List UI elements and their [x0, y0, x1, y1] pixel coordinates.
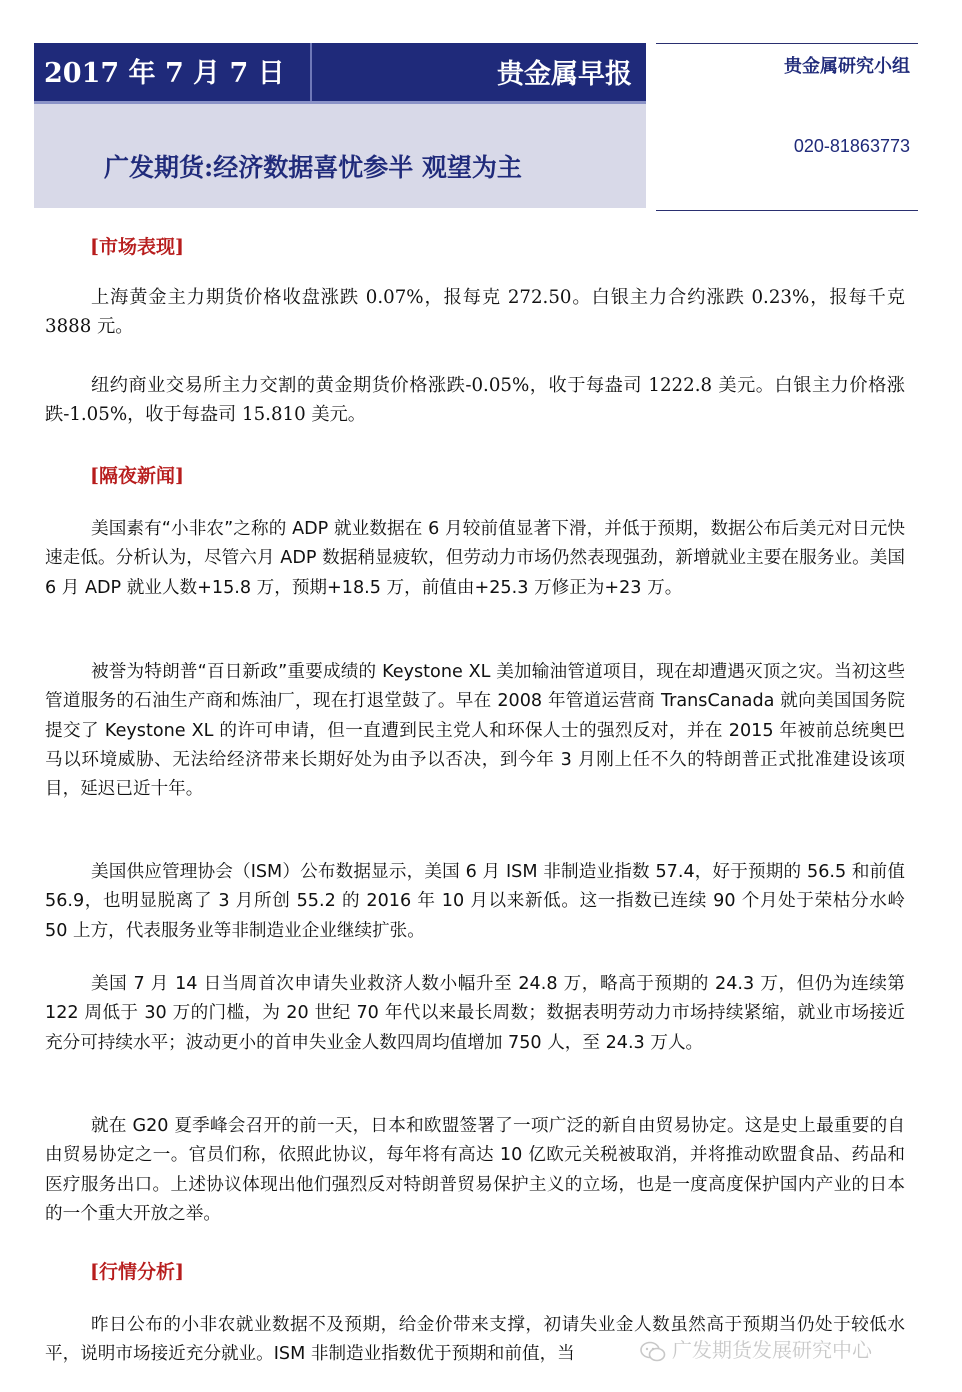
- report-date: 2017 年 7 月 7 日: [44, 58, 285, 89]
- watermark-text: 广发期货发展研究中心: [672, 1338, 872, 1362]
- paragraph-news-3: 美国供应管理协会（ISM）公布数据显示，美国 6 月 ISM 非制造业指数 57.4，好于预期的 56.5 和前值 56.9，也明显脱离了 3 月所创 55.2 的 2016 年 10 月以来新低。这一指数已连续 90 个月处于荣枯分水岭 50 上方，代表服务业等非制造业企业继续扩张。: [45, 862, 905, 941]
- wechat-icon: [640, 1341, 666, 1363]
- header-divider: [310, 43, 312, 101]
- section-heading-market: [市场表现]: [90, 236, 184, 258]
- report-title-band: [34, 104, 646, 208]
- paragraph-news-4: 美国 7 月 14 日当周首次申请失业救济人数小幅升至 24.8 万，略高于预期的 24.3 万，但仍为连续第 122 周低于 30 万的门槛，为 20 世纪 70 年代以来最长周数；数据表明劳动力市场持续紧缩，就业市场接近充分可持续水平；波动更小的首申失业金人数四周均值增加 750 人，至 24.3 万人。: [45, 974, 905, 1053]
- paragraph-market-2: 纽约商业交易所主力交割的黄金期货价格涨跌-0.05%，收于每盎司 1222.8 美元。白银主力价格涨跌-1.05%，收于每盎司 15.810 美元。: [45, 375, 905, 426]
- report-header-bar: [34, 43, 646, 104]
- report-name: 贵金属早报: [497, 59, 632, 90]
- section-heading-analysis: [行情分析]: [90, 1261, 184, 1283]
- paragraph-news-2: 被誉为特朗普“百日新政”重要成绩的 Keystone XL 美加输油管道项目，现在却遭遇灭顶之灾。当初这些管道服务的石油生产商和炼油厂，现在打退堂鼓了。早在 2008 年管道运营商 TransCanada 就向美国国务院提交了 Keystone XL 的许可申请，但一直遭到民主党人和环保人士的强烈反对，并在 2015 年被前总统奥巴马以环境威胁、无法给经济带来长期好处为由予以否决，到今年 3 月刚上任不久的特朗普正式批准建设该项目，延迟已近十年。: [45, 662, 905, 800]
- section-heading-news: [隔夜新闻]: [90, 465, 184, 487]
- team-name: 贵金属研究小组: [784, 56, 910, 77]
- paragraph-news-5: 就在 G20 夏季峰会召开的前一天，日本和欧盟签署了一项广泛的新自由贸易协定。这是史上最重要的自由贸易协定之一。官员们称，依照此协议，每年将有高达 10 亿欧元关税被取消，并将推动欧盟食品、药品和医疗服务出口。上述协议体现出他们强烈反对特朗普贸易保护主义的立场，也是一度高度保护国内产业的日本的一个重大开放之举。: [45, 1116, 905, 1224]
- team-info-box: [656, 43, 918, 211]
- report-title: 广发期货:经济数据喜忧参半 观望为主: [104, 153, 522, 182]
- paragraph-news-1: 美国素有“小非农”之称的 ADP 就业数据在 6 月较前值显著下滑，并低于预期，数据公布后美元对日元快速走低。分析认为，尽管六月 ADP 数据稍显疲软，但劳动力市场仍然表现强劲，新增就业主要在服务业。美国 6 月 ADP 就业人数+15.8 万，预期+18.5 万，前值由+25.3 万修正为+23 万。: [45, 519, 905, 598]
- paragraph-analysis-1: 昨日公布的小非农就业数据不及预期，给金价带来支撑，初请失业金人数虽然高于预期当仍处于较低水平，说明市场接近充分就业。ISM 非制造业指数优于预期和前值，当: [45, 1315, 905, 1365]
- watermark: [640, 1334, 872, 1364]
- team-phone: 020-81863773: [793, 136, 910, 156]
- paragraph-market-1: 上海黄金主力期货价格收盘涨跌 0.07%，报每克 272.50。白银主力合约涨跌 0.23%，报每千克 3888 元。: [45, 287, 905, 338]
